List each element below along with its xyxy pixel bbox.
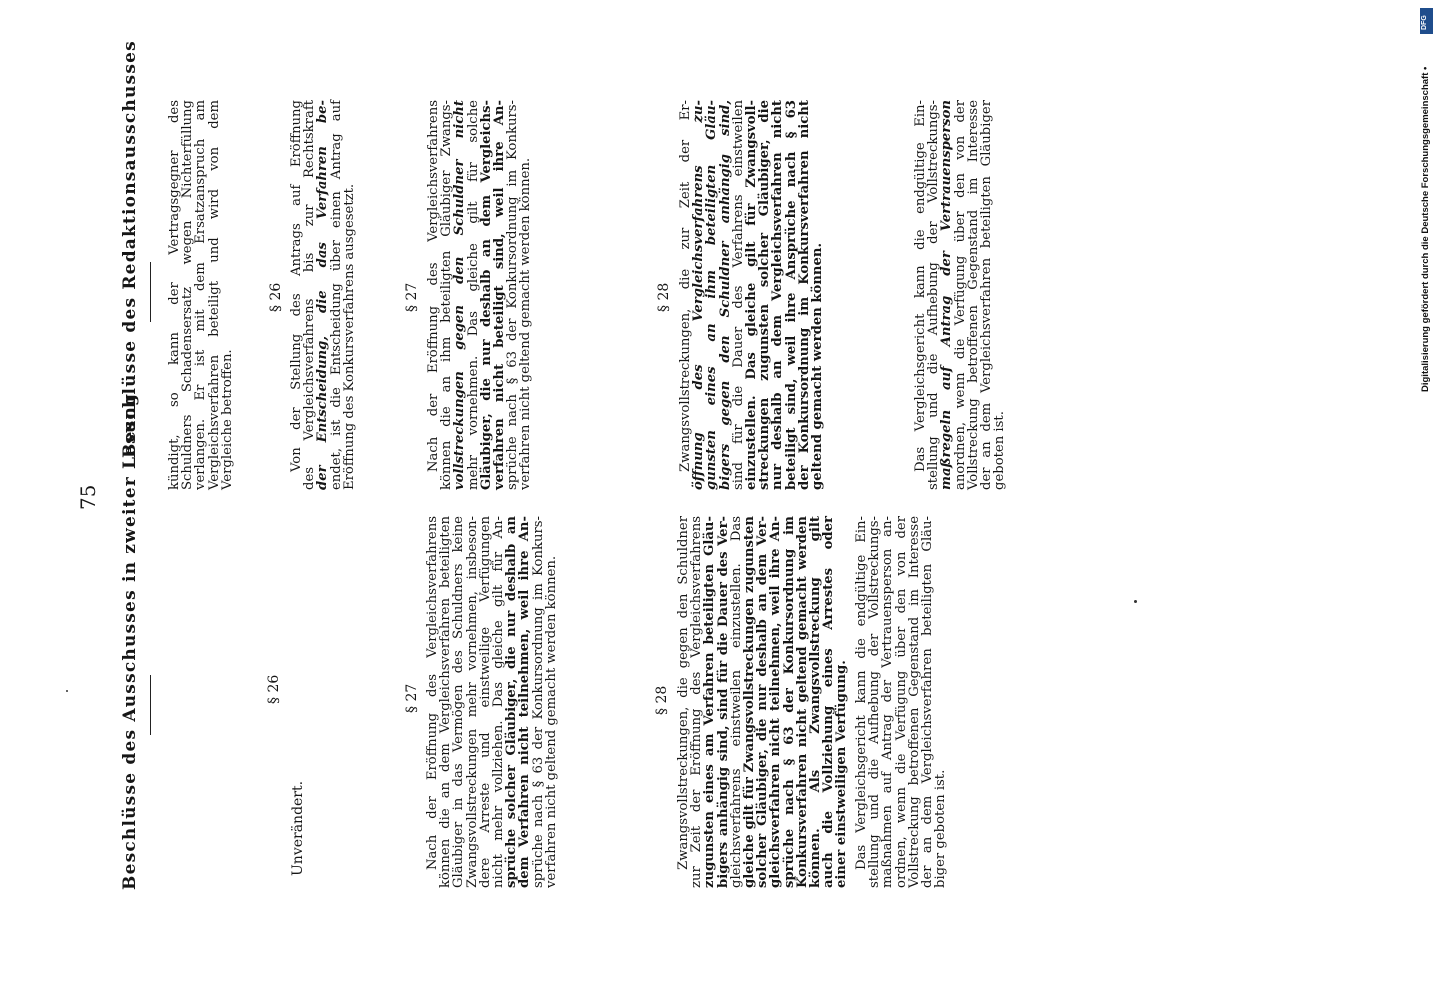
text-line: verfahren nicht beteiligt sind, weil ihre An- [492,100,508,490]
text-line: endet, ist die Entscheidung über einen Antrag auf [328,100,344,490]
text-line: Gläubiger in das Vermögen des Schuldners keine [451,516,467,888]
left-s28-heading: § 28 [654,685,670,715]
text-line: anordnen, wenn die Verfügung über den von der [952,100,968,490]
text-line: geboten ist. [992,411,1008,490]
text-line: Von der Stellung des Antrags auf Eröffnung [289,100,304,472]
right-s28-paragraph-2 [914,100,1006,490]
text-line: sprüche nach § 63 der Konkursordnung im [781,516,797,888]
text-line: solcher Gläubiger, die nur deshalb an dem Ver- [755,516,771,888]
right-s27-heading: § 27 [404,282,420,312]
right-s28-paragraph [679,100,824,490]
text-line: geltend gemacht werden können. [810,242,826,490]
text-line: einer einstweiligen Verfügung. [834,660,850,888]
right-intro-paragraph [168,100,234,490]
text-line: sprüche nach § 63 der Konkursordnung im Konkurs- [505,100,521,490]
text-line: beteiligt sind, weil ihre Ansprüche nach § 63 [783,100,799,490]
text-line: streckungen zugunsten solcher Gläubiger, die [757,100,773,490]
text-line: können. Als Zwangsvollstreckung gilt [808,516,824,888]
page-number: 75 [76,484,100,510]
right-column-title: Beschlüsse des Redaktionsausschusses [120,40,140,458]
text-line: Nach der Eröffnung des Vergleichsverfahrens [426,100,441,472]
text-line: Gläubiger, die nur deshalb an dem Vergleichs- [478,100,494,490]
text-line: zugunsten eines am Verfahren beteiligten Gläu- [702,516,718,888]
text-line: Eröffnung des Konkursverfahrens ausgesetzt. [341,183,357,490]
text-line: Zwangsvollstreckungen, die gegen den Schuldner [676,516,691,870]
text-line: Vergleichsverfahren beteiligt und wird von dem [206,100,222,490]
left-title-rule [150,675,151,735]
text-line: bigers anhängig sind, sind für die Dauer des Ver- [715,516,731,888]
text-line: vollstreckungen gegen den Schuldner nicht [452,100,468,490]
text-line: Vergleiche betroffen. [219,349,235,490]
right-s28-heading: § 28 [656,282,672,312]
text-line: der Entscheidung, die das Verfahren be- [315,100,331,490]
text-line: Vollstreckung betroffenen Gegenstand im Interesse [906,516,922,888]
right-s26-paragraph [290,100,356,490]
left-s28-paragraph [677,516,849,888]
text-line: gunsten eines an ihm beteiligten Gläu- [704,100,720,490]
text-line: können die an dem Vergleichsverfahren beteiligten [438,516,454,888]
right-s27-paragraph [427,100,533,490]
text-line: maßregeln auf Antrag der Vertrauensperson [939,100,955,490]
left-s27-heading: § 27 [404,683,420,713]
text-line: sind für die Dauer des Verfahrens einstweilen [730,100,746,490]
text-line: gleiche gilt für Zwangsvollstreckungen zugunsten [742,516,758,888]
text-line: gleichsverfahrens einstweilen einzustellen. Das [728,516,744,888]
text-line: stellung und die Aufhebung der Vollstreckungs- [926,100,942,490]
left-s26-heading: § 26 [266,674,282,704]
left-column-title: Beschlüsse des Ausschusses in zweiter Lesung [120,392,140,890]
text-line: dere Arreste und einstweilige Verfügungen [477,516,493,888]
text-line: einzustellen. Das gleiche gilt für Zwangsvoll- [744,100,760,490]
text-line: nur deshalb an dem Vergleichsverfahren nicht [770,100,786,490]
text-line: verlangen. Er ist mit dem Ersatzanspruch am [193,100,209,490]
text-line: sprüche nach § 63 der Konkursordnung im Konkurs- [530,516,546,888]
text-line: gleichsverfahren nicht teilnehmen, weil ihre An- [768,516,784,888]
text-line: Zwangsvollstreckungen, die zur Zeit der Er- [678,100,693,472]
text-line: bigers gegen den Schuldner anhängig sind, [717,100,733,490]
text-line: maßnahmen auf Antrag der Vertrauensperson an- [880,516,896,888]
right-title-rule [150,262,151,322]
text-line: auch die Vollziehung eines Arrestes oder [821,516,837,888]
text-line: Das Vergleichsgericht kann die endgültige Ein- [913,100,928,472]
text-line: mehr vornehmen. Das gleiche gilt für solche [465,100,481,490]
right-s26-heading: § 26 [268,282,284,312]
text-line: nicht mehr vollziehen. Das gleiche gilt für An- [491,516,507,888]
left-s26-text: Unverändert. [290,780,306,876]
scan-speck [1134,600,1137,603]
text-line: sprüche solcher Gläubiger, die nur deshalb an [504,516,520,888]
text-line: dem Verfahren nicht teilnehmen, weil ihre An- [517,516,533,888]
text-line: zur Zeit der Eröffnung des Vergleichsverfahrens [689,516,705,888]
text-line: der an dem Vergleichsverfahren beteiligten Gläubiger [979,100,995,490]
text-line: verfahren nicht geltend gemacht werden können. [518,157,534,490]
text-line: der Konkursordnung im Konkursverfahren nicht [796,100,812,490]
left-s28-paragraph-2 [855,516,947,888]
text-line: Zwangsvollstreckungen mehr vornehmen, insbeson- [464,516,480,888]
text-line: des Vergleichsverfahrens bis zur Rechtskraft [302,100,318,490]
dfg-logo: DFG [1420,8,1433,34]
text-line: stellung und die Aufhebung der Vollstreckungs- [867,516,883,888]
text-line: Nach der Eröffnung des Vergleichsverfahrens [425,516,440,870]
text-line: können die an ihm beteiligten Gläubiger Zwangs- [439,100,455,490]
text-line: der an dem Vergleichsverfahren beteiligten Gläu- [920,516,936,888]
text-line: Konkursverfahren nicht geltend gemacht werden [794,516,810,888]
text-line: biger geboten ist. [933,769,949,888]
digitization-credit: Digitalisierung gefördert durch die Deutsche Forschungsgemeinschaft • [1420,66,1431,392]
text-line: öffnung des Vergleichsverfahrens zu- [691,100,707,490]
text-line: kündigt, so kann der Vertragsgegner des [167,100,182,490]
text-line: ordnen, wenn die Verfügung über den von der [893,516,909,888]
text-line: Das Vergleichsgericht kann die endgültige Ein- [854,516,869,870]
text-line: Vollstreckung betroffenen Gegenstand im Interesse [965,100,981,490]
scan-speck [66,690,68,692]
text-line: Schuldners Schadensersatz wegen Nichterfüllung [180,100,196,490]
text-line: verfahren nicht geltend gemacht werden können. [543,555,559,888]
left-s27-paragraph [426,516,558,888]
